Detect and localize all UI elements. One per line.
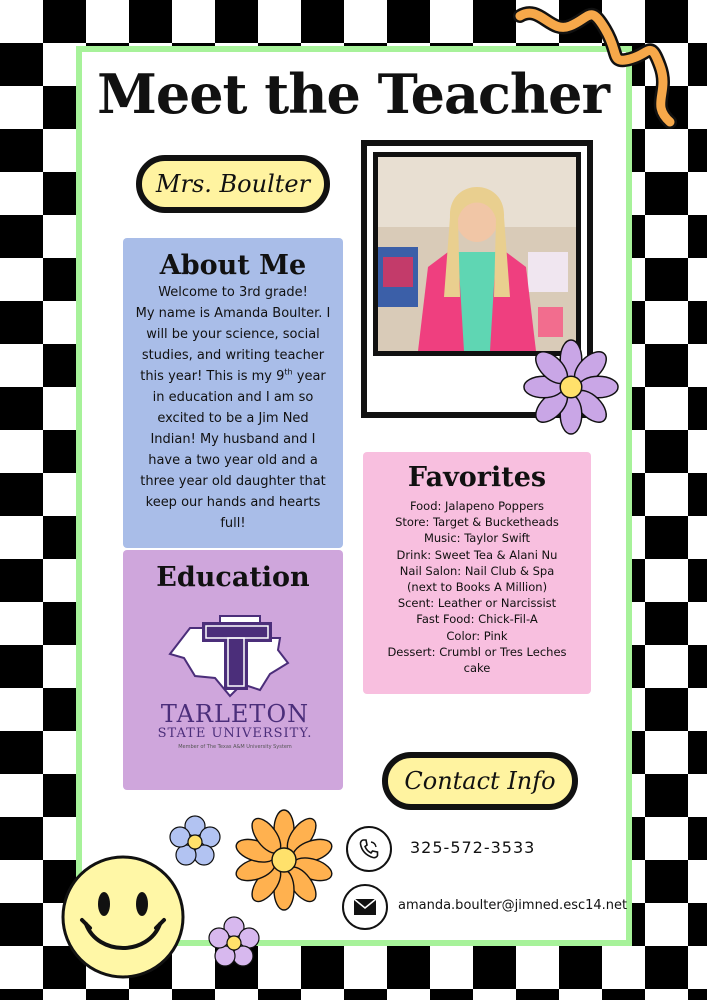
list-item: Color: Pink xyxy=(446,628,508,643)
teacher-photo xyxy=(373,152,581,356)
logo-subtitle: STATE UNIVERSITY. xyxy=(157,726,313,741)
smiley-face-icon xyxy=(58,852,188,982)
orange-flower-decoration xyxy=(232,808,336,912)
logo-wordmark: TARLETON xyxy=(160,700,310,728)
favorites-box xyxy=(363,452,591,694)
logo-tagline: Member of The Texas A&M University System xyxy=(178,744,292,750)
about-intro: Welcome to 3rd grade! xyxy=(158,285,308,300)
list-item: Scent: Leather or Narcissist xyxy=(397,596,557,611)
phone-number[interactable]: 325-572-3533 xyxy=(410,838,536,857)
list-item: Nail Salon: Nail Club & Spa xyxy=(399,563,555,578)
email-address[interactable]: amanda.boulter@jimned.esc14.net xyxy=(398,898,628,913)
list-item: cake xyxy=(463,661,491,676)
list-item: Music: Taylor Swift xyxy=(423,531,531,546)
purple-flower-decoration xyxy=(522,338,620,436)
list-item: Food: Jalapeno Poppers xyxy=(409,499,545,513)
list-item: Dessert: Crumbl or Tres Leches xyxy=(387,644,567,659)
education-heading: Education xyxy=(156,562,310,593)
phone-icon[interactable] xyxy=(346,826,392,872)
page-title: Meet the Teacher xyxy=(97,62,609,126)
list-item: Drink: Sweet Tea & Alani Nu xyxy=(396,547,558,562)
list-item: Store: Target & Bucketheads xyxy=(395,515,559,530)
list-item: Fast Food: Chick-Fil-A xyxy=(416,612,538,627)
favorites-list xyxy=(371,498,583,676)
tarleton-logo xyxy=(160,608,310,708)
about-body: My name is Amanda Boulter. I will be your science, social studies, and writing teacher this year! This is my 9th year in education and I am so excited to be a Jim Ned Indian! My husband and I have a two year old and a three year old daughter that keep our hands and hearts full! xyxy=(135,306,331,531)
mail-icon[interactable] xyxy=(342,884,388,930)
about-heading: About Me xyxy=(159,250,307,281)
about-me-box xyxy=(123,238,343,548)
teacher-name-badge: Mrs. Boulter xyxy=(136,155,330,213)
list-item: (next to Books A Million) xyxy=(406,580,548,595)
favorites-heading: Favorites xyxy=(407,462,547,493)
contact-info-badge: Contact Info xyxy=(382,752,578,810)
lilac-flower-decoration xyxy=(203,912,265,974)
